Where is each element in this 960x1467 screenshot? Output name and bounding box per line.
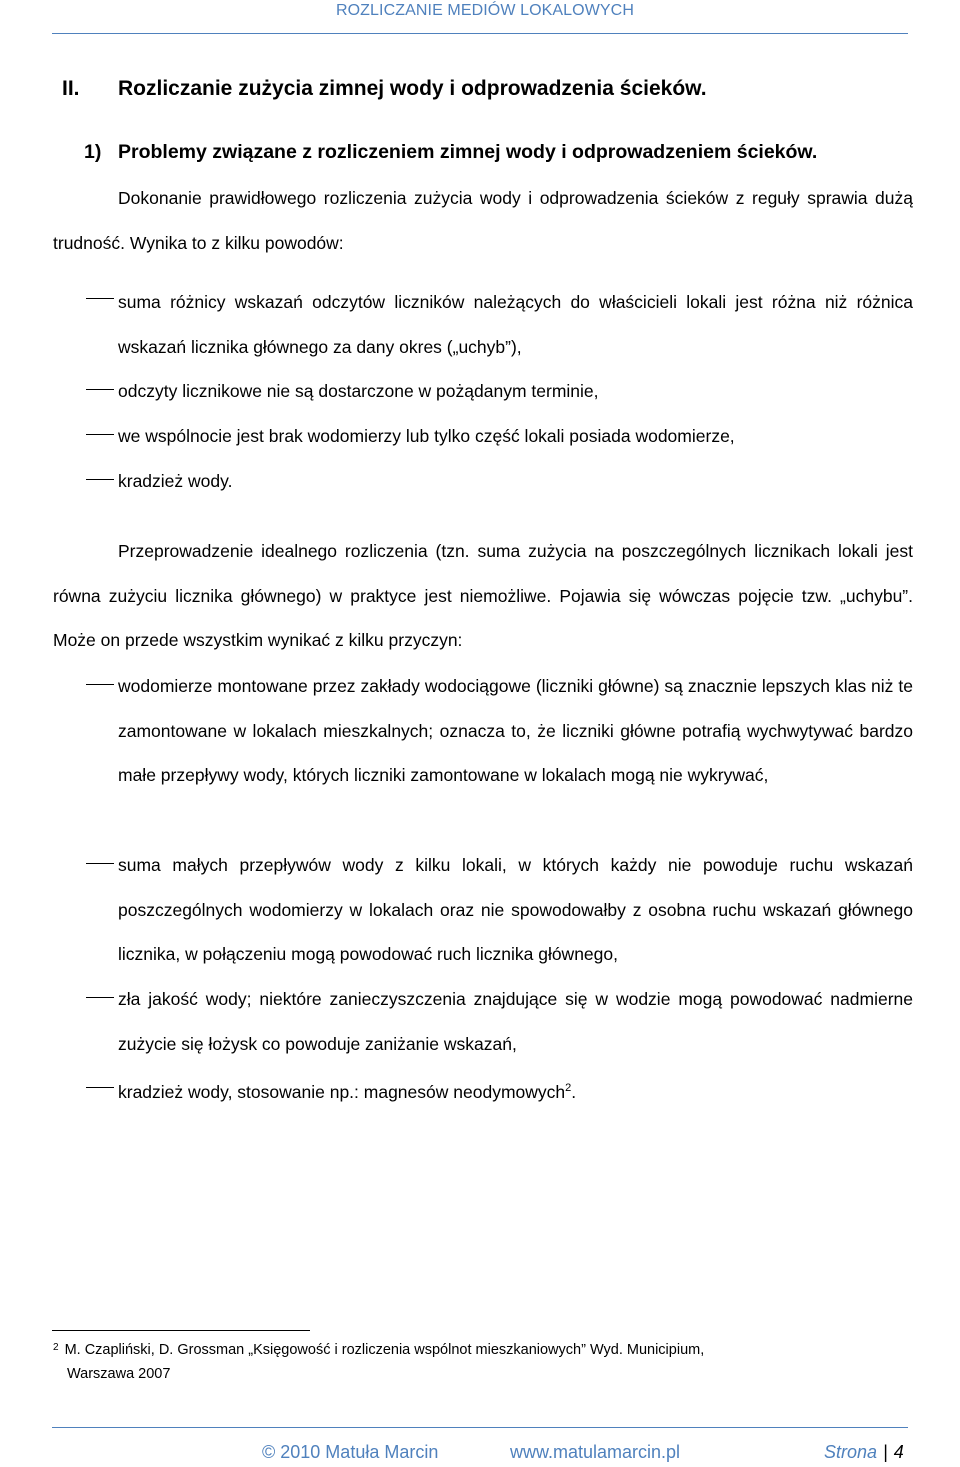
list-item: wodomierze montowane przez zakłady wodociągowe (liczniki główne) są znacznie lepszych klas niż te zamontowane w lokalach mieszkalnych; oznacza to, że liczniki główne potrafią wychwytywać bardzo małe przepływy wody, których liczniki zamontowane w lokalach mogą nie wykrywać, — [118, 676, 913, 785]
list-bullet-dash — [86, 1087, 114, 1088]
subsection-title: Problemy związane z rozliczeniem zimnej wody i odprowadzeniem ścieków. — [118, 141, 818, 163]
subsection-heading — [84, 141, 817, 164]
page-separator: | — [883, 1442, 888, 1462]
subsection-number: 1) — [84, 141, 102, 163]
footnote-reference: 2 — [565, 1082, 572, 1094]
list-item — [118, 1066, 913, 1114]
list-item: suma różnicy wskazań odczytów liczników należących do właścicieli lokali jest różna niż różnica wskazań licznika głównego za dany okres („uchyb”), — [118, 292, 913, 357]
running-header: ROZLICZANIE MEDIÓW LOKALOWYCH — [335, 2, 634, 19]
footnote — [53, 1338, 813, 1386]
page-number: 4 — [893, 1442, 904, 1462]
list-item: we wspólnocie jest brak wodomierzy lub tylko część lokali posiada wodomierze, — [118, 426, 735, 446]
section-heading — [62, 77, 707, 101]
page-footer — [262, 1442, 913, 1463]
list-item-text: kradzież wody, stosowanie np.: magnesów neodymowych — [118, 1081, 566, 1102]
footer-page-info — [824, 1442, 904, 1463]
paragraph-uchyb: Przeprowadzenie idealnego rozliczenia (tzn. suma zużycia na poszczególnych licznikach lokali jest równa zużyciu licznika głównego) w praktyce jest niemożliwe. Pojawia się wówczas pojęcie tzw. „uchybu”. Może on przede wszystkim wynikać z kilku przyczyn: — [53, 541, 913, 650]
footer-website-link[interactable]: www.matulamarcin.pl — [510, 1442, 681, 1462]
section-title: Rozliczanie zużycia zimnej wody i odprowadzenia ścieków. — [118, 77, 707, 100]
paragraph-intro: Dokonanie prawidłowego rozliczenia zużycia wody i odprowadzenia ścieków z reguły sprawia dużą trudność. Wynika to z kilku powodów: — [53, 188, 913, 253]
footer-divider — [52, 1427, 908, 1428]
header-divider — [52, 33, 908, 34]
list-item: zła jakość wody; niektóre zanieczyszczenia znajdujące się w wodzie mogą powodować nadmierne zużycie się łożysk co powoduje zaniżanie wskazań, — [118, 989, 913, 1054]
list-bullet-dash — [86, 389, 114, 390]
list-bullet-dash — [86, 684, 114, 685]
list-bullet-dash — [86, 479, 114, 480]
footnote-line-2: Warszawa 2007 — [67, 1366, 171, 1382]
footnote-separator — [52, 1330, 310, 1331]
list-item: odczyty licznikowe nie są dostarczone w pożądanym terminie, — [118, 381, 599, 401]
list-item: kradzież wody. — [118, 471, 233, 491]
list-bullet-dash — [86, 434, 114, 435]
footnote-line-1: M. Czapliński, D. Grossman „Księgowość i rozliczenia wspólnot mieszkaniowych” Wyd. Municipium, — [64, 1342, 705, 1358]
footnote-marker: 2 — [53, 1342, 59, 1353]
page-label: Strona — [824, 1442, 878, 1462]
list-bullet-dash — [86, 997, 114, 998]
list-bullet-dash — [86, 863, 114, 864]
list-item-end: . — [571, 1081, 577, 1102]
list-item: suma małych przepływów wody z kilku lokali, w których każdy nie powoduje ruchu wskazań poszczególnych wodomierzy w lokalach oraz nie spowodowałby z osobna ruchu wskazań głównego licznika, w połączeniu mogą powodować ruch licznika głównego, — [118, 855, 913, 964]
footer-copyright: © 2010 Matuła Marcin — [262, 1442, 439, 1462]
section-number: II. — [62, 77, 80, 100]
list-bullet-dash — [86, 298, 114, 299]
